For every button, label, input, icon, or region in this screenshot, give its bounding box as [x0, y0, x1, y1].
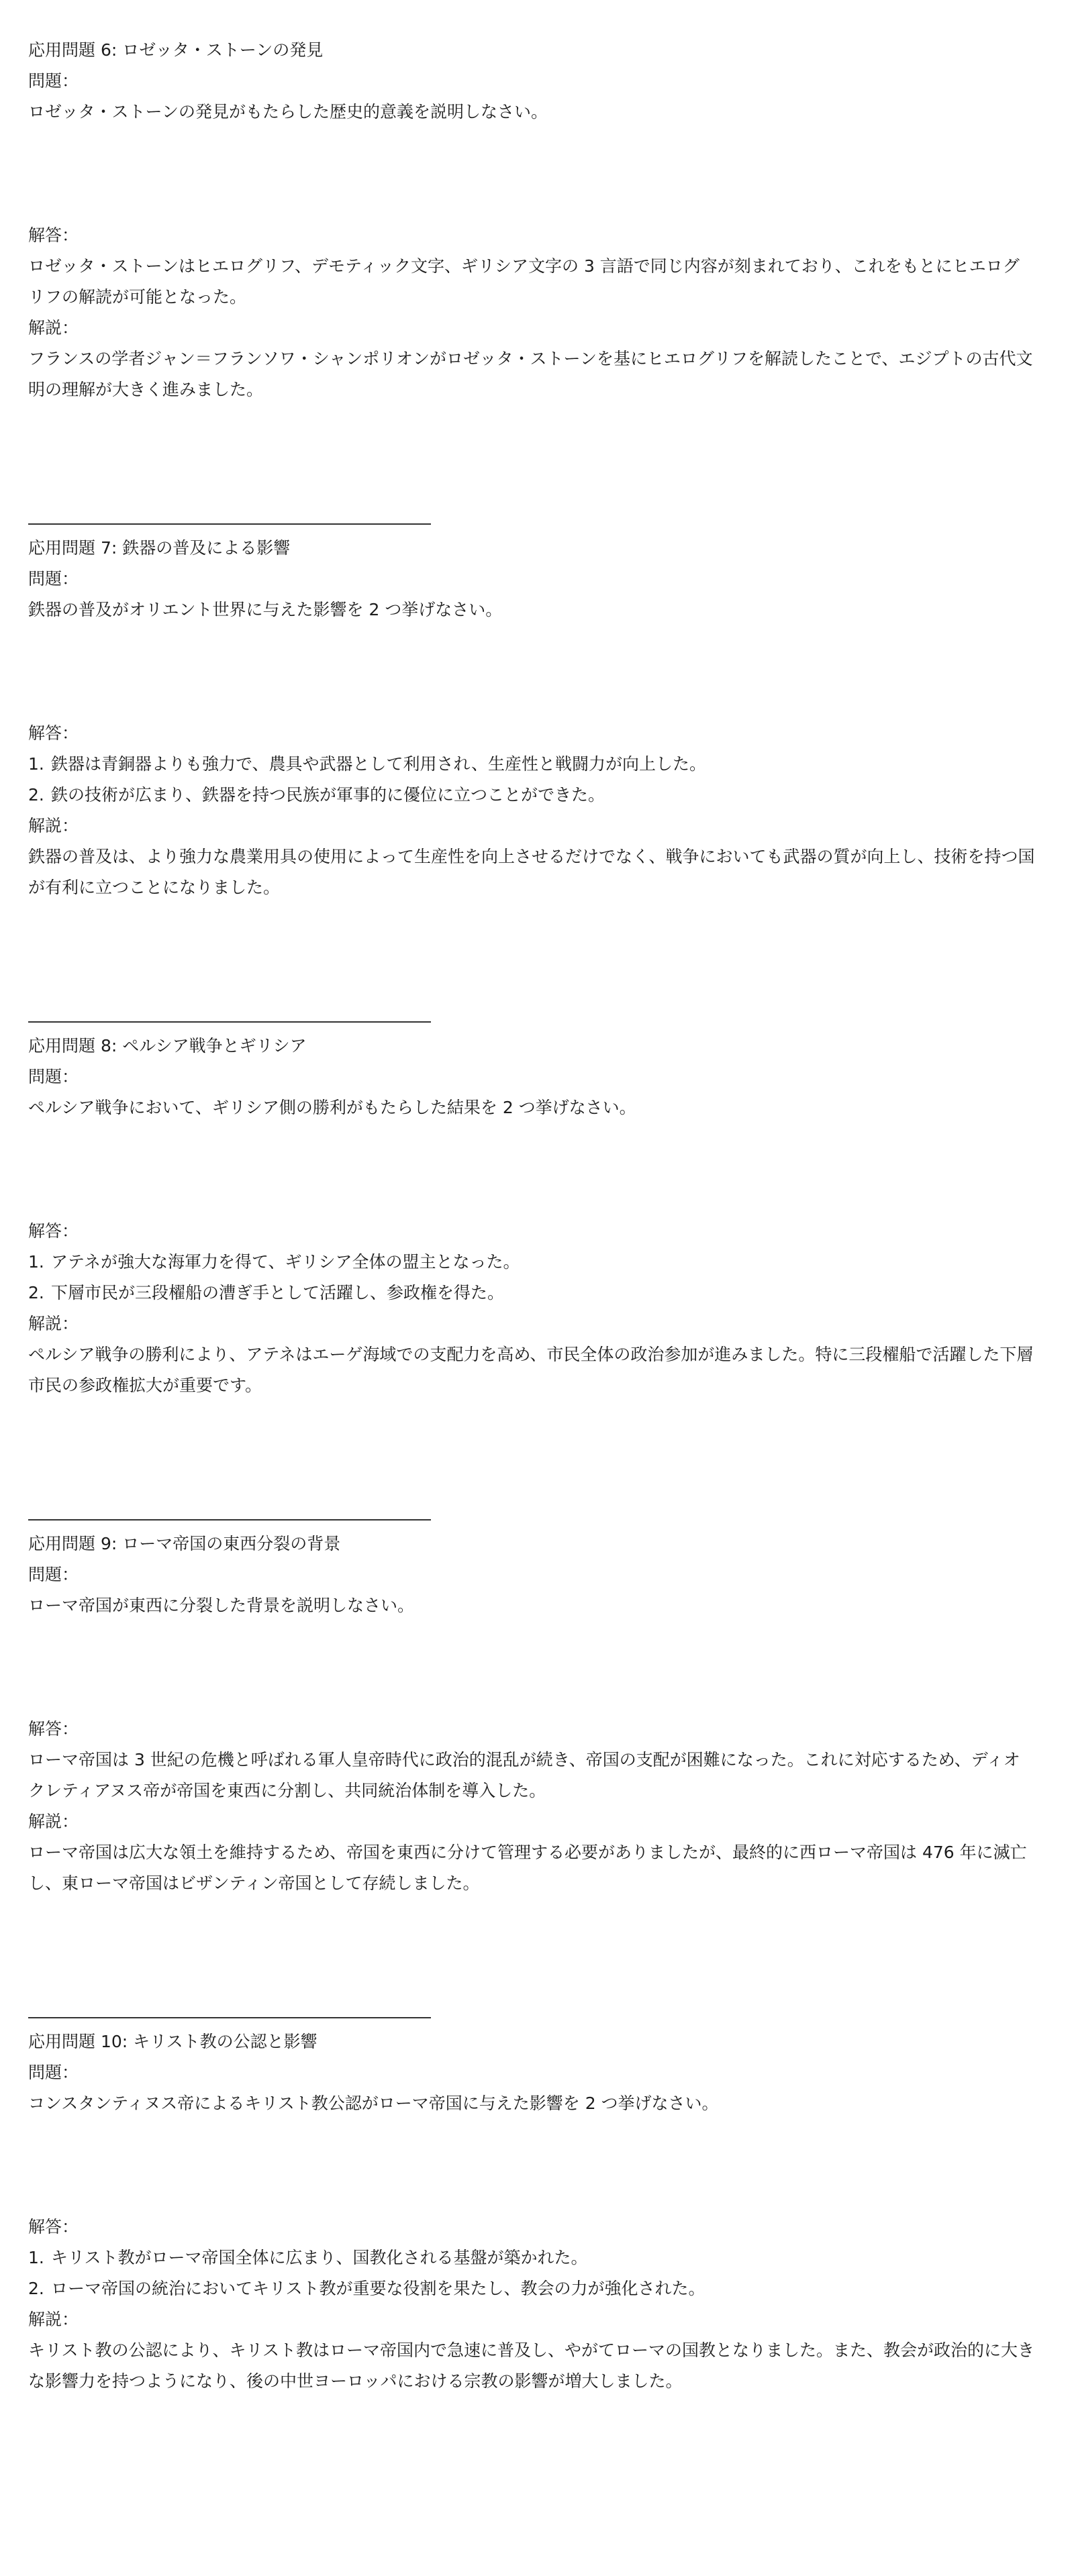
question-text: ローマ帝国が東西に分裂した背景を説明しなさい。	[28, 1596, 415, 1615]
problem-title: 応用問題 8: ペルシア戦争とギリシア	[28, 1036, 307, 1055]
question-text: 鉄器の普及がオリエント世界に与えた影響を 2 つ挙げなさい。	[28, 600, 503, 619]
answer-item-text: アテネが強大な海軍力を得て、ギリシア全体の盟主となった。	[51, 1252, 520, 1272]
answer-text: ローマ帝国は 3 世紀の危機と呼ばれる軍人皇帝時代に政治的混乱が続き、帝国の支配が困難になった。これに対応するため、ディオクレティアヌス帝が帝国を東西に分割し、共同統治体制を導入した。	[28, 1750, 1020, 1800]
section-divider	[28, 2017, 431, 2018]
section-divider	[28, 1021, 431, 1023]
answer-item-text: 鉄器は青銅器よりも強力で、農具や武器として利用され、生産性と戦闘力が向上した。	[51, 754, 707, 774]
problem-title: 応用問題 6: ロゼッタ・ストーンの発見	[28, 40, 324, 60]
section-divider	[28, 523, 431, 525]
explanation-label: 解説：	[28, 816, 79, 835]
list-number: 1.	[28, 2248, 44, 2267]
problem-9	[28, 1529, 1035, 1899]
explanation-label: 解説：	[28, 2310, 79, 2329]
explanation-label: 解説：	[28, 318, 79, 338]
question-label: 問題：	[28, 2063, 79, 2082]
question-text: ロゼッタ・ストーンの発見がもたらした歴史的意義を説明しなさい。	[28, 102, 548, 121]
problem-title: 応用問題 9: ローマ帝国の東西分裂の背景	[28, 1534, 341, 1553]
list-number: 1.	[28, 754, 44, 774]
answer-item-text: キリスト教がローマ帝国全体に広まり、国教化される基盤が築かれた。	[51, 2248, 588, 2267]
explanation-label: 解説：	[28, 1314, 79, 1333]
explanation-label: 解説：	[28, 1812, 79, 1831]
list-number: 2.	[28, 785, 44, 805]
problem-7	[28, 533, 1035, 903]
problem-8	[28, 1031, 1035, 1401]
answer-item	[28, 2273, 1035, 2304]
problem-title: 応用問題 10: キリスト教の公認と影響	[28, 2032, 318, 2051]
answer-text: ロゼッタ・ストーンはヒエログリフ、デモティック文字、ギリシア文字の 3 言語で同じ内容が刻まれており、これをもとにヒエログリフの解読が可能となった。	[28, 256, 1020, 307]
question-text: コンスタンティヌス帝によるキリスト教公認がローマ帝国に与えた影響を 2 つ挙げなさい。	[28, 2094, 719, 2113]
explanation-text: ローマ帝国は広大な領土を維持するため、帝国を東西に分けて管理する必要がありましたが、最終的に西ローマ帝国は 476 年に滅亡し、東ローマ帝国はビザンティン帝国として存続しました。	[28, 1843, 1027, 1893]
problem-6	[28, 35, 1035, 405]
explanation-text: フランスの学者ジャン＝フランソワ・シャンポリオンがロゼッタ・ストーンを基にヒエログリフを解読したことで、エジプトの古代文明の理解が大きく進みました。	[28, 349, 1033, 399]
answer-item-text: 鉄の技術が広まり、鉄器を持つ民族が軍事的に優位に立つことができた。	[51, 785, 605, 805]
blank-space	[28, 127, 1035, 220]
question-label: 問題：	[28, 1067, 79, 1086]
answer-item	[28, 780, 1035, 811]
blank-space	[28, 1621, 1035, 1714]
answer-label: 解答：	[28, 225, 79, 245]
blank-space	[28, 2119, 1035, 2212]
list-number: 1.	[28, 1252, 44, 1272]
explanation-text: ペルシア戦争の勝利により、アテネはエーゲ海域での支配力を高め、市民全体の政治参加が進みました。特に三段櫂船で活躍した下層市民の参政権拡大が重要です。	[28, 1345, 1034, 1395]
answer-label: 解答：	[28, 2217, 79, 2236]
blank-space	[28, 1123, 1035, 1216]
answer-item	[28, 2243, 1035, 2273]
answer-label: 解答：	[28, 1221, 79, 1241]
answer-item	[28, 749, 1035, 780]
question-text: ペルシア戦争において、ギリシア側の勝利がもたらした結果を 2 つ挙げなさい。	[28, 1098, 636, 1117]
question-label: 問題：	[28, 1565, 79, 1584]
explanation-text: 鉄器の普及は、より強力な農業用具の使用によって生産性を向上させるだけでなく、戦争においても武器の質が向上し、技術を持つ国が有利に立つことになりました。	[28, 847, 1035, 897]
answer-item-text: ローマ帝国の統治においてキリスト教が重要な役割を果たし、教会の力が強化された。	[51, 2279, 705, 2298]
explanation-text: キリスト教の公認により、キリスト教はローマ帝国内で急速に普及し、やがてローマの国教となりました。また、教会が政治的に大きな影響力を持つようになり、後の中世ヨーロッパにおける宗教の影響が増大しました。	[28, 2340, 1035, 2391]
list-number: 2.	[28, 2279, 44, 2298]
answer-label: 解答：	[28, 1719, 79, 1739]
answer-label: 解答：	[28, 723, 79, 743]
problem-10	[28, 2026, 1035, 2397]
question-label: 問題：	[28, 569, 79, 588]
blank-space	[28, 625, 1035, 718]
answer-item	[28, 1278, 1035, 1308]
list-number: 2.	[28, 1283, 44, 1302]
section-divider	[28, 1519, 431, 1521]
question-label: 問題：	[28, 71, 79, 91]
answer-item	[28, 1247, 1035, 1278]
answer-item-text: 下層市民が三段櫂船の漕ぎ手として活躍し、参政権を得た。	[51, 1283, 505, 1302]
problem-title: 応用問題 7: 鉄器の普及による影響	[28, 538, 291, 558]
